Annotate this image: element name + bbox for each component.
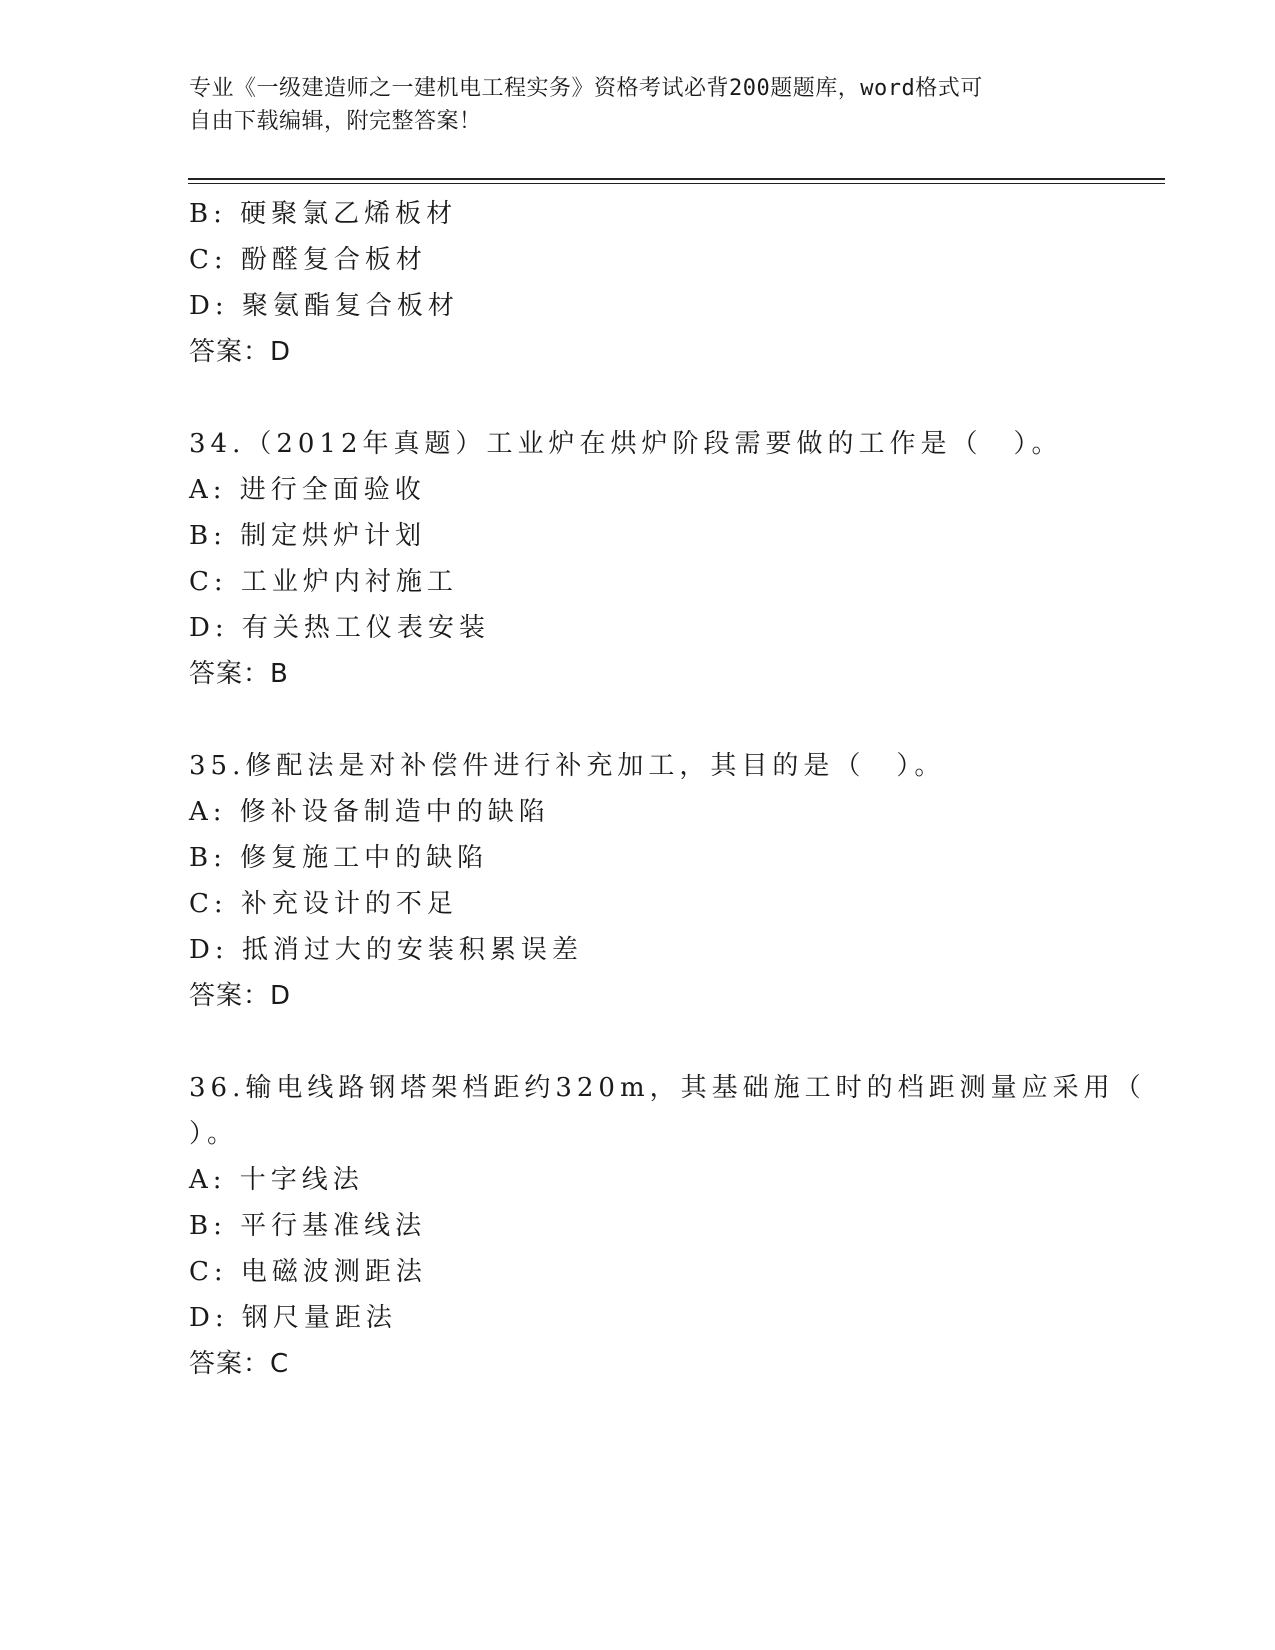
option-c: C: 酚醛复合板材 <box>189 245 427 275</box>
question-stem-line-1: 36.输电线路钢塔架档距约320m，其基础施工时的档距测量应采用（ <box>189 1073 1146 1103</box>
header-rule-thick <box>188 178 1165 180</box>
option-a: A: 十字线法 <box>189 1165 364 1195</box>
option-d: D: 聚氨酯复合板材 <box>189 291 459 321</box>
document-body <box>189 191 1146 1387</box>
header-rule-thin <box>188 183 1165 184</box>
option-a: A: 进行全面验收 <box>189 475 426 505</box>
option-b: B: 平行基准线法 <box>189 1211 427 1241</box>
option-c: C: 电磁波测距法 <box>189 1257 427 1287</box>
document-header <box>189 72 1089 138</box>
option-c: C: 工业炉内衬施工 <box>189 567 458 597</box>
option-c: C: 补充设计的不足 <box>189 889 458 919</box>
answer-line: 答案：C <box>189 1349 290 1379</box>
option-b: B: 制定烘炉计划 <box>189 521 427 551</box>
question-35 <box>189 743 1089 1019</box>
header-line-1: 专业《一级建造师之一建机电工程实务》资格考试必背200题题库，word格式可 <box>189 76 983 101</box>
answer-line: 答案：B <box>189 659 289 689</box>
option-d: D: 抵消过大的安装积累误差 <box>189 935 583 965</box>
option-b: B: 硬聚氯乙烯板材 <box>189 199 458 229</box>
option-d: D: 钢尺量距法 <box>189 1303 397 1333</box>
question-34 <box>189 421 1089 697</box>
option-a: A: 修补设备制造中的缺陷 <box>189 797 550 827</box>
header-line-2: 自由下载编辑，附完整答案！ <box>189 109 482 134</box>
answer-line: 答案：D <box>189 981 292 1011</box>
partial-question <box>189 191 1089 375</box>
question-36 <box>189 1065 1146 1387</box>
question-stem: 35.修配法是对补偿件进行补充加工，其目的是（ ）。 <box>189 751 946 781</box>
option-d: D: 有关热工仪表安装 <box>189 613 490 643</box>
question-stem: 34.（2012年真题）工业炉在烘炉阶段需要做的工作是（ ）。 <box>189 429 1063 459</box>
option-b: B: 修复施工中的缺陷 <box>189 843 489 873</box>
answer-line: 答案：D <box>189 337 292 367</box>
question-stem-line-2: ）。 <box>189 1119 239 1149</box>
